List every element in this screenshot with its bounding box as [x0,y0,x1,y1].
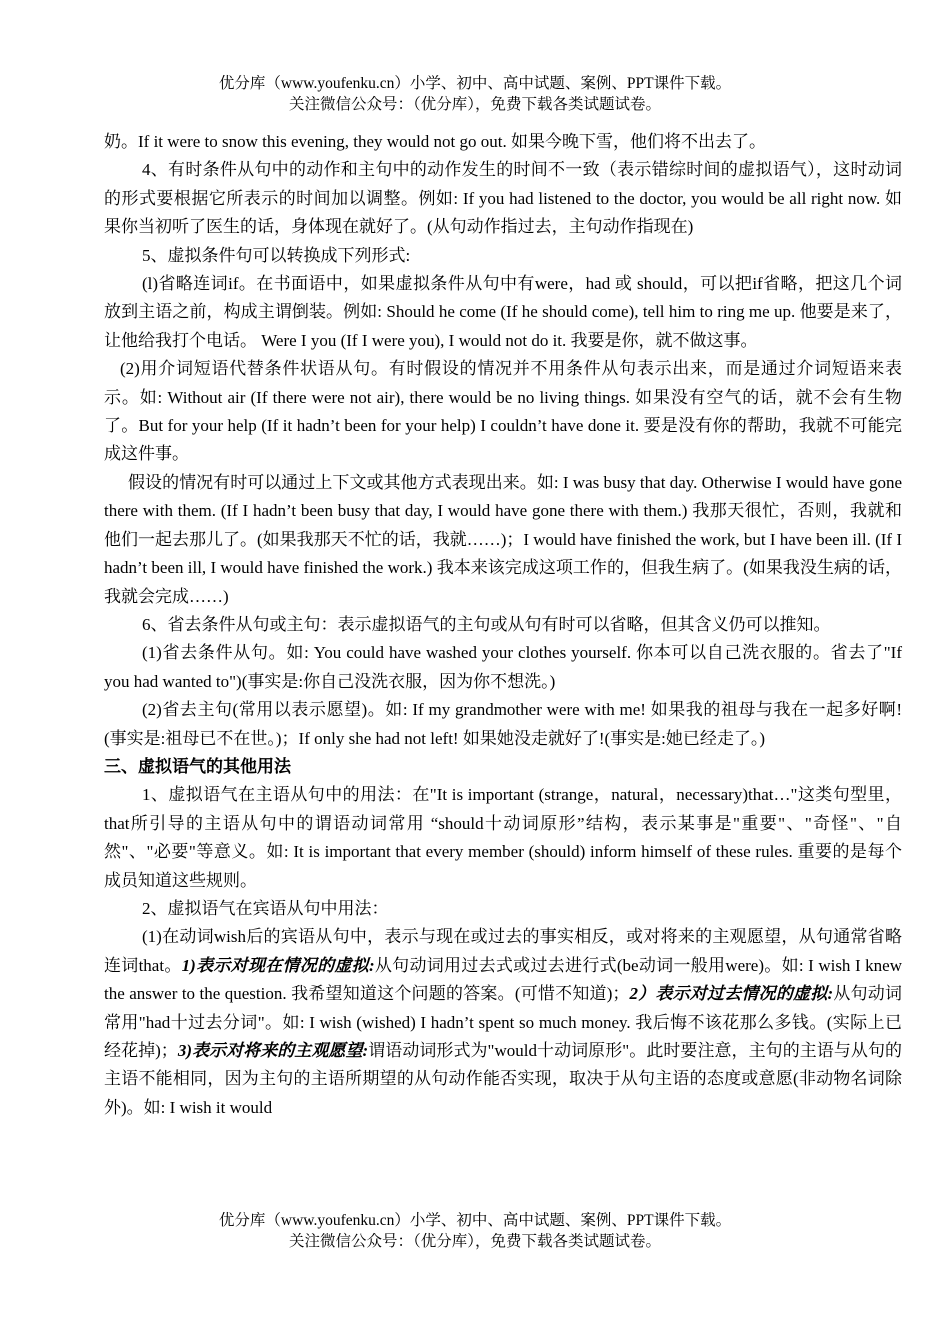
footer-line-2: 关注微信公众号：（优分库），免费下载各类试题试卷。 [288,1233,661,1250]
paragraph: (1)省去条件从句。如: You could have washed your clothes yourself. 你本可以自己洗衣服的。省去了"If you had wanted to")(事实是:你自己没洗衣服，因为你不想洗。) [104,643,902,691]
paragraph: 1、虚拟语气在主语从句中的用法：在"It is important (strange，natural，necessary)that…"这类句型里，that所引导的主语从句中的谓语动词常用 “should十动词原形”结构，表示某事是"重要"、"奇怪"、"自然"、"必要"等意义。如: It is important that every member (should) inform himself of these rules. 重要的是每个成员知道这些规则。 [104,785,902,890]
header-line-1: 优分库（www.youfenku.cn）小学、初中、高中试题、案例、PPT课件下载。 [218,75,732,92]
paragraph: 2、虚拟语气在宾语从句中用法： [142,898,389,918]
paragraph: (l)省略连词if。在书面语中，如果虚拟条件从句中有were，had 或 should，可以把if省略，把这几个词放到主语之前，构成主谓倒装。例如: Should he come (If he should come), tell him to ring me up. 他要是来了，让他给我打个电话。 Were I you (If I were you), I would not do it. 我要是你，就不做这事。 [104,274,902,350]
paragraph: 假设的情况有时可以通过上下文或其他方式表现出来。如: I was busy that day. Otherwise I would have gone there with them. (If I hadn’t been busy that day, I would have gone there with them.) 我那天很忙，否则，我就和他们一起去那儿了。(如果我那天不忙的话，我就……)；I would have finished the work, but I have been ill. (If I hadn’t been ill, I would have finished the work.) 我本来该完成这项工作的，但我生病了。(如果我没生病的话，我就会完成……) [104,472,902,606]
emphasis-run: 2）表示对过去情况的虚拟: [629,984,834,1004]
text-run: 从句动词用过去式或过去进行式(be动词一般用were)。如: I wish I knew the answer to the question. 我希望知道这个问题的答案。(可惜不知道)； [104,955,902,1004]
footer-line-1: 优分库（www.youfenku.cn）小学、初中、高中试题、案例、PPT课件下载。 [218,1212,732,1229]
paragraph: (2)省去主句(常用以表示愿望)。如: If my grandmother were with me! 如果我的祖母与我在一起多好啊!(事实是:祖母已不在世。)；If only she had not left! 如果她没走就好了!(事实是:她已经走了。) [104,700,902,748]
paragraph: 奶。If it were to snow this evening, they would not go out. 如果今晚下雪，他们将不出去了。 [104,132,767,151]
text-run: 谓语动词形式为"would十动词原形"。此时要注意，主句的主语与从句的主语不能相同，因为主句的主语所期望的从句动作能否实现，取决于从句主语的态度或意愿(非动物名词除外)。如: I wish it would [104,1041,902,1117]
paragraph [104,923,902,1122]
paragraph: 4、有时条件从句中的动作和主句中的动作发生的时间不一致（表示错综时间的虚拟语气），这时动词的形式要根据它所表示的时间加以调整。例如: If you had listened to the doctor, you would be all right now. 如果你当初听了医生的话，身体现在就好了。(从句动作指过去，主句动作指现在) [104,160,902,237]
page-header [0,73,950,115]
emphasis-run: 1)表示对现在情况的虚拟: [181,955,375,975]
page-footer [0,1210,950,1252]
paragraph: 5、虚拟条件句可以转换成下列形式: [142,245,411,265]
section-heading: 三、虚拟语气的其他用法 [104,756,291,776]
emphasis-run: 3)表示对将来的主观愿望: [177,1041,369,1060]
paragraph: (2)用介词短语代替条件状语从句。有时假设的情况并不用条件从句表示出来，而是通过介词短语来表示。如: Without air (If there were not air), there would be no living things. 如果没有空气的话，就不会有生物了。But for your help (If it hadn’t been for your help) I couldn’t have done it. 要是没有你的帮助，我就不可能完成这件事。 [104,359,902,464]
header-line-2: 关注微信公众号：（优分库），免费下载各类试题试卷。 [288,96,661,113]
text-run: 从句动词常用"had十过去分词"。如: I wish (wished) I hadn’t spent so much money. 我后悔不该花那么多钱。(实际上已经花掉)； [104,984,903,1060]
paragraph: 6、省去条件从句或主句：表示虚拟语气的主句或从句有时可以省略，但其含义仍可以推知。 [142,614,831,634]
document-body [104,128,902,1122]
text-run: (1)在动词wish后的宾语从句中，表示与现在或过去的事实相反，或对将来的主观愿望，从句通常省略连词that。 [104,927,902,975]
